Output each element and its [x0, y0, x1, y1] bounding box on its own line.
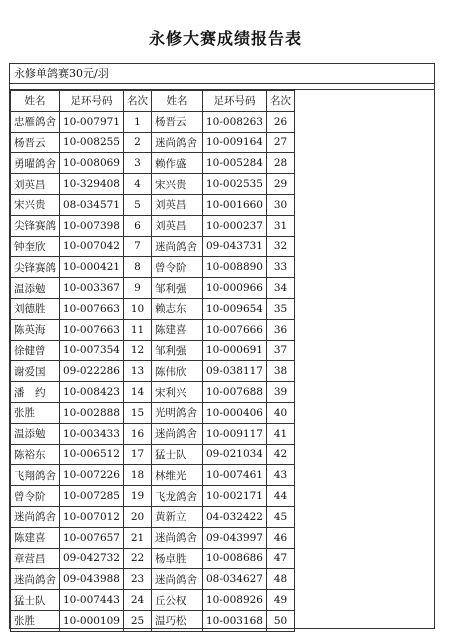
cell-name: 杨晋云 [11, 132, 60, 153]
cell-name: 刘英昌 [11, 174, 60, 195]
cell-name: 杨晋云 [152, 111, 203, 132]
cell-rank: 30 [267, 194, 295, 215]
cell-ring-number: 10-003367 [60, 278, 124, 299]
table-row [11, 569, 295, 590]
cell-ring-number: 10-007443 [60, 590, 124, 611]
cell-name: 猛士队 [152, 444, 203, 465]
cell-rank: 25 [124, 610, 152, 631]
cell-name: 温添勉 [11, 278, 60, 299]
cell-rank: 18 [124, 465, 152, 486]
cell-rank: 15 [124, 402, 152, 423]
cell-name: 宋兴贵 [11, 194, 60, 215]
cell-ring-number: 10-002171 [203, 486, 267, 507]
cell-ring-number: 10-007666 [203, 319, 267, 340]
cell-name: 光明鸽舍 [152, 402, 203, 423]
table-row [11, 486, 295, 507]
cell-name: 张胜 [11, 402, 60, 423]
cell-name: 陈伟欣 [152, 361, 203, 382]
cell-name: 陈建喜 [11, 527, 60, 548]
cell-rank: 16 [124, 423, 152, 444]
cell-rank: 41 [267, 423, 295, 444]
cell-name: 邹利强 [152, 340, 203, 361]
cell-name: 杨卓胜 [152, 548, 203, 569]
cell-ring-number: 10-007398 [60, 215, 124, 236]
race-subtitle: 永修单鸽赛30元/羽 [10, 64, 434, 84]
cell-ring-number: 10-000966 [203, 278, 267, 299]
cell-rank: 19 [124, 486, 152, 507]
cell-ring-number: 10-006512 [60, 444, 124, 465]
cell-rank: 3 [124, 153, 152, 174]
cell-name: 曾令阶 [152, 257, 203, 278]
cell-ring-number: 10-000421 [60, 257, 124, 278]
table-row [11, 402, 295, 423]
cell-rank: 42 [267, 444, 295, 465]
cell-rank: 4 [124, 174, 152, 195]
cell-rank: 35 [267, 298, 295, 319]
cell-name: 赖志东 [152, 298, 203, 319]
cell-name: 谢爱国 [11, 361, 60, 382]
table-row [11, 361, 295, 382]
cell-name: 迷尚鸽舍 [152, 527, 203, 548]
cell-name: 迷尚鸽舍 [152, 569, 203, 590]
cell-rank: 2 [124, 132, 152, 153]
cell-ring-number: 10-001660 [203, 194, 267, 215]
cell-ring-number: 10-008069 [60, 153, 124, 174]
cell-rank: 39 [267, 382, 295, 403]
cell-name: 林维光 [152, 465, 203, 486]
cell-rank: 48 [267, 569, 295, 590]
cell-rank: 9 [124, 278, 152, 299]
cell-name: 赖作盛 [152, 153, 203, 174]
column-header-rank: 名次 [267, 91, 295, 112]
table-row [11, 132, 295, 153]
cell-name: 丘公权 [152, 590, 203, 611]
cell-rank: 38 [267, 361, 295, 382]
cell-ring-number: 10-007042 [60, 236, 124, 257]
page-title: 永修大赛成绩报告表 [148, 29, 302, 48]
column-header-rank: 名次 [124, 91, 152, 112]
column-header-name: 姓名 [11, 91, 60, 112]
cell-rank: 37 [267, 340, 295, 361]
table-row [11, 506, 295, 527]
table-row [11, 610, 295, 631]
cell-name: 钟奎欣 [11, 236, 60, 257]
cell-ring-number: 10-008686 [203, 548, 267, 569]
cell-name: 邹利强 [152, 278, 203, 299]
cell-rank: 8 [124, 257, 152, 278]
cell-ring-number: 10-007688 [203, 382, 267, 403]
cell-ring-number: 10-009117 [203, 423, 267, 444]
cell-ring-number: 10-007971 [60, 111, 124, 132]
cell-name: 陈裕东 [11, 444, 60, 465]
cell-name: 尖锋赛鸽 [11, 215, 60, 236]
cell-ring-number: 10-005284 [203, 153, 267, 174]
cell-name: 宋利兴 [152, 382, 203, 403]
cell-rank: 31 [267, 215, 295, 236]
cell-rank: 24 [124, 590, 152, 611]
cell-rank: 20 [124, 506, 152, 527]
cell-rank: 40 [267, 402, 295, 423]
cell-name: 温巧松 [152, 610, 203, 631]
cell-ring-number: 10-007354 [60, 340, 124, 361]
table-row [11, 548, 295, 569]
cell-ring-number: 10-007226 [60, 465, 124, 486]
cell-ring-number: 10-008890 [203, 257, 267, 278]
cell-name: 张胜 [11, 610, 60, 631]
cell-rank: 49 [267, 590, 295, 611]
cell-rank: 26 [267, 111, 295, 132]
table-row [11, 194, 295, 215]
cell-rank: 43 [267, 465, 295, 486]
table-row [11, 340, 295, 361]
cell-rank: 7 [124, 236, 152, 257]
cell-ring-number: 09-043988 [60, 569, 124, 590]
cell-ring-number: 10-000406 [203, 402, 267, 423]
cell-rank: 1 [124, 111, 152, 132]
cell-name: 迷尚鸽舍 [11, 506, 60, 527]
cell-ring-number: 10-009654 [203, 298, 267, 319]
cell-ring-number: 10-007012 [60, 506, 124, 527]
cell-name: 飞翔鸽舍 [11, 465, 60, 486]
cell-name: 温添勉 [11, 423, 60, 444]
cell-ring-number: 10-002888 [60, 402, 124, 423]
cell-ring-number: 10-007285 [60, 486, 124, 507]
table-row [11, 527, 295, 548]
cell-rank: 6 [124, 215, 152, 236]
cell-rank: 11 [124, 319, 152, 340]
cell-ring-number: 10-000109 [60, 610, 124, 631]
column-header-ring-number: 足环号码 [60, 91, 124, 112]
cell-rank: 13 [124, 361, 152, 382]
cell-ring-number: 09-038117 [203, 361, 267, 382]
cell-ring-number: 04-032422 [203, 506, 267, 527]
cell-rank: 28 [267, 153, 295, 174]
table-header-row [11, 91, 295, 112]
cell-rank: 46 [267, 527, 295, 548]
cell-name: 迷尚鸽舍 [152, 236, 203, 257]
table-row [11, 382, 295, 403]
cell-ring-number: 10-007657 [60, 527, 124, 548]
table-row [11, 590, 295, 611]
column-header-ring-number: 足环号码 [203, 91, 267, 112]
cell-name: 猛士队 [11, 590, 60, 611]
cell-ring-number: 10-007461 [203, 465, 267, 486]
table-row [11, 236, 295, 257]
cell-rank: 29 [267, 174, 295, 195]
cell-ring-number: 08-034571 [60, 194, 124, 215]
cell-name: 迷尚鸽舍 [11, 569, 60, 590]
cell-rank: 27 [267, 132, 295, 153]
cell-rank: 12 [124, 340, 152, 361]
cell-rank: 22 [124, 548, 152, 569]
cell-name: 勇曜鸽舍 [11, 153, 60, 174]
cell-ring-number: 09-043731 [203, 236, 267, 257]
cell-name: 潘 约 [11, 382, 60, 403]
cell-rank: 17 [124, 444, 152, 465]
results-sheet [9, 63, 435, 629]
cell-ring-number: 08-034627 [203, 569, 267, 590]
cell-ring-number: 10-329408 [60, 174, 124, 195]
table-row [11, 153, 295, 174]
column-header-name: 姓名 [152, 91, 203, 112]
table-row [11, 298, 295, 319]
cell-ring-number: 10-007663 [60, 298, 124, 319]
cell-name: 章营昌 [11, 548, 60, 569]
cell-name: 迷尚鸽舍 [152, 132, 203, 153]
cell-name: 飞龙鸽舍 [152, 486, 203, 507]
cell-rank: 5 [124, 194, 152, 215]
cell-name: 忠雁鸽舍 [11, 111, 60, 132]
cell-name: 陈建喜 [152, 319, 203, 340]
cell-ring-number: 10-007663 [60, 319, 124, 340]
cell-rank: 47 [267, 548, 295, 569]
cell-ring-number: 10-008263 [203, 111, 267, 132]
cell-rank: 23 [124, 569, 152, 590]
table-row [11, 319, 295, 340]
cell-name: 曾令阶 [11, 486, 60, 507]
table-row [11, 111, 295, 132]
cell-rank: 33 [267, 257, 295, 278]
cell-rank: 36 [267, 319, 295, 340]
cell-rank: 32 [267, 236, 295, 257]
cell-rank: 44 [267, 486, 295, 507]
cell-rank: 21 [124, 527, 152, 548]
table-row [11, 444, 295, 465]
table-row [11, 257, 295, 278]
cell-ring-number: 09-042732 [60, 548, 124, 569]
cell-name: 尖锋赛鸽 [11, 257, 60, 278]
cell-rank: 14 [124, 382, 152, 403]
cell-name: 刘德胜 [11, 298, 60, 319]
cell-rank: 50 [267, 610, 295, 631]
table-row [11, 423, 295, 444]
table-row [11, 174, 295, 195]
table-row [11, 215, 295, 236]
cell-name: 徐健曾 [11, 340, 60, 361]
cell-ring-number: 10-000237 [203, 215, 267, 236]
table-row [11, 278, 295, 299]
cell-name: 迷尚鸽舍 [152, 423, 203, 444]
cell-rank: 34 [267, 278, 295, 299]
cell-rank: 10 [124, 298, 152, 319]
cell-name: 陈英海 [11, 319, 60, 340]
cell-name: 刘英昌 [152, 215, 203, 236]
results-table [10, 90, 295, 632]
cell-ring-number: 09-021034 [203, 444, 267, 465]
cell-ring-number: 10-003168 [203, 610, 267, 631]
cell-ring-number: 10-008255 [60, 132, 124, 153]
cell-ring-number: 10-008926 [203, 590, 267, 611]
cell-rank: 45 [267, 506, 295, 527]
cell-ring-number: 09-022286 [60, 361, 124, 382]
cell-ring-number: 09-043997 [203, 527, 267, 548]
cell-ring-number: 10-000691 [203, 340, 267, 361]
table-row [11, 465, 295, 486]
cell-ring-number: 10-008423 [60, 382, 124, 403]
cell-ring-number: 10-009164 [203, 132, 267, 153]
cell-name: 黄新立 [152, 506, 203, 527]
cell-ring-number: 10-003433 [60, 423, 124, 444]
cell-name: 宋兴贵 [152, 174, 203, 195]
cell-name: 刘英昌 [152, 194, 203, 215]
cell-ring-number: 10-002535 [203, 174, 267, 195]
